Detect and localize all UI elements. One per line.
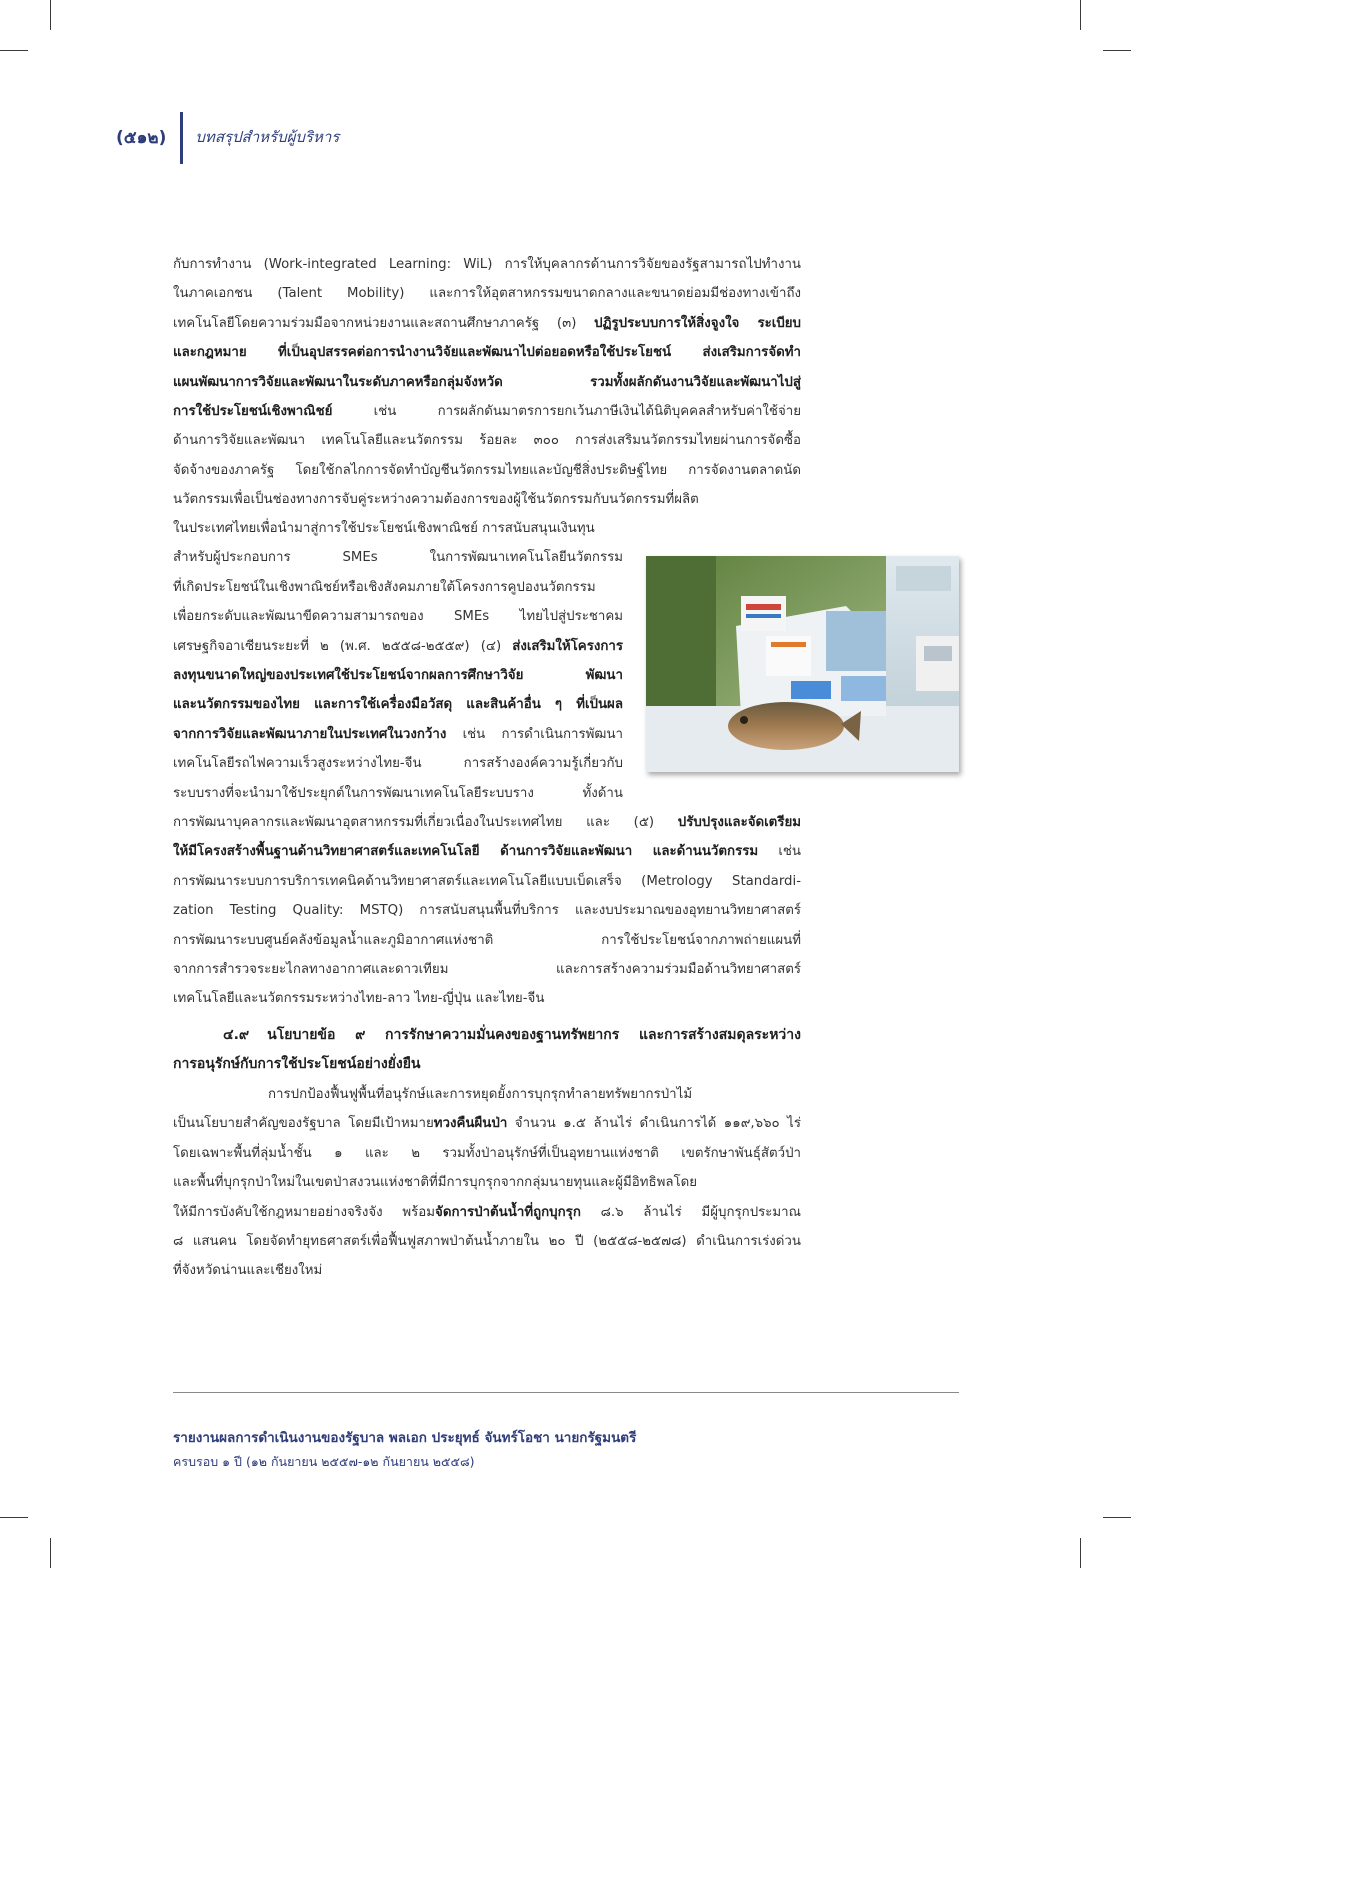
text-line: ที่เกิดประโยชน์ในเชิงพาณิชย์หรือเชิงสังคมภายใต้โครงการคูปองนวัตกรรม — [173, 579, 596, 595]
footer-title: รายงานผลการดำเนินงานของรัฐบาล พลเอก ประยุทธ์ จันทร์โอชา นายกรัฐมนตรี — [173, 1430, 637, 1446]
crop-mark — [50, 1538, 51, 1568]
crop-mark — [50, 0, 51, 30]
text-line: เทคโนโลยีรถไฟความเร็วสูงระหว่างไทย-จีน การสร้างองค์ความรู้เกี่ยวกับ — [173, 756, 623, 772]
text-line: การปกป้องฟื้นฟูพื้นที่อนุรักษ์และการหยุดยั้งการบุกรุกทำลายทรัพยากรป่าไม้ — [268, 1087, 693, 1102]
text-line: เทคโนโลยีและนวัตกรรมระหว่างไทย-ลาว ไทย-ญี่ปุ่น และไทย-จีน — [173, 991, 545, 1007]
text-line: การใช้ประโยชน์เชิงพาณิชย์ เช่น การผลักดันมาตรการยกเว้นภาษีเงินได้นิติบุคคลสำหรับค่าใช้จ่าย — [173, 403, 801, 419]
footer-subtitle: ครบรอบ ๑ ปี (๑๒ กันยายน ๒๕๕๗-๑๒ กันยายน ๒๕๕๘) — [173, 1454, 475, 1469]
subsection-heading — [173, 1021, 801, 1080]
text-line: ด้านการวิจัยและพัฒนา เทคโนโลยีและนวัตกรรม ร้อยละ ๓๐๐ การส่งเสริมนวัตกรรมไทยผ่านการจัดซื้อ — [173, 433, 801, 449]
crop-mark — [0, 50, 28, 51]
crop-mark — [1080, 1538, 1081, 1568]
header-divider — [180, 112, 183, 164]
text-line: โดยเฉพาะพื้นที่ลุ่มน้ำชั้น ๑ และ ๒ รวมทั้งป่าอนุรักษ์ที่เป็นอุทยานแห่งชาติ เขตรักษาพันธุ์สัตว์ป่า — [173, 1145, 801, 1161]
text-line: และพื้นที่บุกรุกป่าใหม่ในเขตป่าสงวนแห่งชาติที่มีการบุกรุกจากกลุ่มนายทุนและผู้มีอิทธิพลโดย — [173, 1175, 698, 1191]
running-header — [116, 112, 339, 160]
text-line: ให้มีโครงสร้างพื้นฐานด้านวิทยาศาสตร์และเทคโนโลยี ด้านการวิจัยและพัฒนา และด้านนวัตกรรม เช่น — [173, 844, 801, 860]
text-line: ให้มีการบังคับใช้กฎหมายอย่างจริงจัง พร้อมจัดการป่าต้นน้ำที่ถูกบุกรุก ๘.๖ ล้านไร่ มีผู้บุกรุกประมาณ — [173, 1204, 801, 1220]
text-line: การพัฒนาระบบการบริการเทคนิคด้านวิทยาศาสตร์และเทคโนโลยีแบบเบ็ดเสร็จ (Metrology Standardi- — [173, 873, 801, 889]
text-line: ที่จังหวัดน่านและเชียงใหม่ — [173, 1263, 323, 1279]
crop-mark — [0, 1517, 28, 1518]
text-line: zation Testing Quality: MSTQ) การสนับสนุนพื้นที่บริการ และงบประมาณของอุทยานวิทยาศาสตร์ — [173, 903, 801, 919]
text-line: แผนพัฒนาการวิจัยและพัฒนาในระดับภาคหรือกลุ่มจังหวัด รวมทั้งผลักดันงานวิจัยและพัฒนาไปสู่ — [173, 374, 801, 390]
crop-mark — [1103, 1517, 1131, 1518]
footer-divider — [173, 1392, 959, 1393]
section-title: บทสรุปสำหรับผู้บริหาร — [195, 128, 340, 146]
text-line: เศรษฐกิจอาเซียนระยะที่ ๒ (พ.ศ. ๒๕๕๘-๒๕๕๙) (๔) ส่งเสริมให้โครงการ — [173, 638, 623, 654]
text-line: เป็นนโยบายสำคัญของรัฐบาล โดยมีเป้าหมายทวงคืนผืนป่า จำนวน ๑.๕ ล้านไร่ ดำเนินการได้ ๑๑๙,๖๖๐ ไร่ — [173, 1116, 801, 1132]
heading-line: การอนุรักษ์กับการใช้ประโยชน์อย่างยั่งยืน — [173, 1056, 421, 1073]
subsection-number: ๔.๙ — [223, 1027, 250, 1043]
text-line: จัดจ้างของภาครัฐ โดยใช้กลไกการจัดทำบัญชีนวัตกรรมไทยและบัญชีสิ่งประดิษฐ์ไทย การจัดงานตลาดนัด — [173, 462, 801, 478]
heading-line: ๔.๙ นโยบายข้อ ๙ การรักษาความมั่นคงของฐานทรัพยากร และการสร้างสมดุลระหว่าง — [173, 1021, 801, 1050]
text-line: การพัฒนาระบบศูนย์คลังข้อมูลน้ำและภูมิอากาศแห่งชาติ การใช้ประโยชน์จากภาพถ่ายแผนที่ — [173, 932, 801, 948]
text-line: ในภาคเอกชน (Talent Mobility) และการให้อุตสาหกรรมขนาดกลางและขนาดย่อมมีช่องทางเข้าถึง — [173, 286, 801, 302]
text-line: ลงทุนขนาดใหญ่ของประเทศใช้ประโยชน์จากผลการศึกษาวิจัย พัฒนา — [173, 667, 623, 683]
text-line: การพัฒนาบุคลากรและพัฒนาอุตสาหกรรมที่เกี่ยวเนื่องในประเทศไทย และ (๕) ปรับปรุงและจัดเตรียม — [173, 815, 801, 830]
crop-mark — [1080, 0, 1081, 30]
text-line: และนวัตกรรมของไทย และการใช้เครื่องมือวัสดุ และสินค้าอื่น ๆ ที่เป็นผล — [173, 697, 623, 713]
crop-mark — [1103, 50, 1131, 51]
text-line: เพื่อยกระดับและพัฒนาขีดความสามารถของ SMEs ไทยไปสู่ประชาคม — [173, 609, 623, 625]
paragraph-4 — [173, 1080, 801, 1286]
text-line: กับการทำงาน (Work-integrated Learning: WiL) การให้บุคลากรด้านการวิจัยของรัฐสามารถไปทำงาน — [173, 257, 801, 272]
text-line: จากการสำรวจระยะไกลทางอากาศและดาวเทียม และการสร้างความร่วมมือด้านวิทยาศาสตร์ — [173, 961, 801, 977]
text-line: และกฎหมาย ที่เป็นอุปสรรคต่อการนำงานวิจัยและพัฒนาไปต่อยอดหรือใช้ประโยชน์ ส่งเสริมการจัดทำ — [173, 345, 801, 361]
text-line: สำหรับผู้ประกอบการ SMEs ในการพัฒนาเทคโนโลยีนวัตกรรม — [173, 550, 623, 566]
paragraph-3 — [173, 808, 801, 1014]
text-line: ในประเทศไทยเพื่อนำมาสู่การใช้ประโยชน์เชิงพาณิชย์ การสนับสนุนเงินทุน — [173, 521, 595, 536]
page-number: (๕๑๒) — [116, 128, 167, 148]
text-line: ๘ แสนคน โดยจัดทำยุทธศาสตร์เพื่อฟื้นฟูสภาพป่าต้นน้ำภายใน ๒๐ ปี (๒๕๕๘-๒๕๗๘) ดำเนินการเร่งด่วน — [173, 1233, 801, 1249]
text-line: ระบบรางที่จะนำมาใช้ประยุกต์ในการพัฒนาเทคโนโลยีระบบราง ทั้งด้าน — [173, 785, 623, 801]
fish-display-image-icon — [646, 556, 959, 772]
text-line: เทคโนโลยีโดยความร่วมมือจากหน่วยงานและสถานศึกษาภาครัฐ (๓) ปฏิรูประบบการให้สิ่งจูงใจ ระเบียบ — [173, 315, 801, 331]
paragraph-1 — [173, 250, 801, 515]
exhibition-photo — [646, 556, 959, 772]
text-line: นวัตกรรมเพื่อเป็นช่องทางการจับคู่ระหว่างความต้องการของผู้ใช้นวัตกรรมกับนวัตกรรมที่ผลิต — [173, 492, 699, 508]
text-line: จากการวิจัยและพัฒนาภายในประเทศในวงกว้าง เช่น การดำเนินการพัฒนา — [173, 726, 623, 742]
